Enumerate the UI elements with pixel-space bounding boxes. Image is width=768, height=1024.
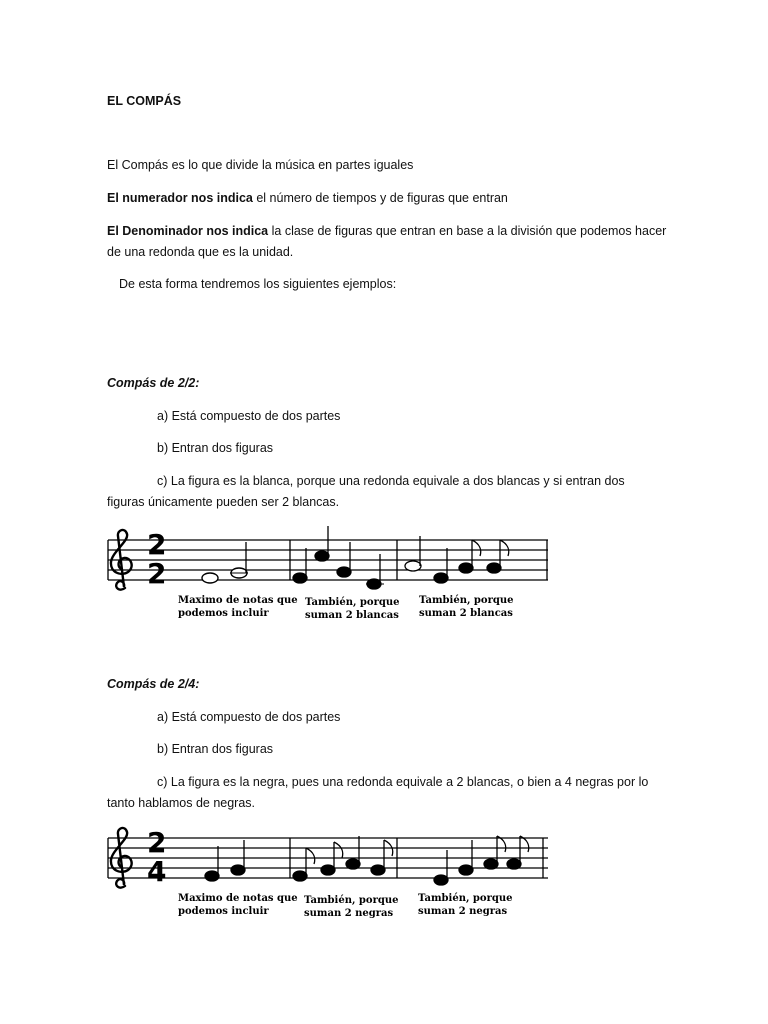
section1-item-c-line2: figuras únicamente pueden ser 2 blancas. bbox=[107, 495, 340, 509]
caption-line: suman 2 blancas bbox=[419, 608, 513, 619]
intro-p2-rest: el número de tiempos y de figuras que entran bbox=[252, 191, 508, 205]
staff-2-4-notation bbox=[100, 828, 550, 888]
intro-p3-rest: la clase de figuras que entran en base a la división que podemos hacer bbox=[268, 224, 667, 238]
caption-line: suman 2 negras bbox=[304, 908, 394, 919]
staff-2-4 bbox=[100, 828, 550, 923]
caption-line: suman 2 blancas bbox=[305, 610, 399, 621]
time-sig-bottom: 2 bbox=[147, 557, 167, 590]
caption-line: También, porque bbox=[418, 893, 513, 904]
intro-p3-bold: El Denominador nos indica bbox=[107, 224, 269, 238]
caption-line: podemos incluir bbox=[178, 608, 269, 619]
intro-paragraph-3-line2: de una redonda que es la unidad. bbox=[107, 245, 294, 259]
section2-item-c-line1: c) La figura es la negra, pues una redonda equivale a 2 blancas, o bien a 4 negras por lo bbox=[157, 775, 649, 789]
staff-2-2 bbox=[100, 530, 550, 625]
staff-2-2-notation bbox=[100, 530, 550, 590]
caption-line: También, porque bbox=[305, 597, 400, 608]
section2-item-a: a) Está compuesto de dos partes bbox=[157, 710, 341, 724]
staff2-caption-2 bbox=[304, 894, 399, 920]
caption-line: suman 2 negras bbox=[418, 906, 508, 917]
intro-paragraph-2 bbox=[107, 191, 508, 205]
staff1-caption-3 bbox=[419, 594, 514, 620]
section2-item-b: b) Entran dos figuras bbox=[157, 742, 274, 756]
intro-paragraph-3 bbox=[107, 224, 666, 238]
staff2-caption-3 bbox=[418, 892, 513, 918]
section2-heading: Compás de 2/4: bbox=[107, 677, 200, 691]
section1-heading: Compás de 2/2: bbox=[107, 376, 200, 390]
caption-line: podemos incluir bbox=[178, 906, 269, 917]
time-sig-top: 2 bbox=[147, 528, 167, 561]
quarter-notes-m1 bbox=[205, 840, 245, 881]
intro-p2-bold: El numerador nos indica bbox=[107, 191, 253, 205]
section1-item-c-line1: c) La figura es la blanca, porque una redonda equivale a dos blancas y si entran dos bbox=[157, 474, 625, 488]
intro-paragraph-4: De esta forma tendremos los siguientes ejemplos: bbox=[119, 277, 397, 291]
caption-line: También, porque bbox=[419, 595, 514, 606]
page-title: EL COMPÁS bbox=[107, 94, 182, 108]
caption-line: Maximo de notas que bbox=[178, 595, 298, 606]
intro-paragraph-1: El Compás es lo que divide la música en partes iguales bbox=[107, 158, 414, 172]
staff1-caption-2 bbox=[305, 596, 400, 622]
section1-item-b: b) Entran dos figuras bbox=[157, 441, 274, 455]
time-sig-top: 2 bbox=[147, 826, 167, 859]
time-sig-bottom: 4 bbox=[147, 855, 167, 888]
caption-line: Maximo de notas que bbox=[178, 893, 298, 904]
caption-line: También, porque bbox=[304, 895, 399, 906]
staff2-caption-1 bbox=[178, 892, 298, 918]
whole-note-icon bbox=[202, 573, 218, 583]
section1-item-a: a) Está compuesto de dos partes bbox=[157, 409, 341, 423]
staff1-caption-1 bbox=[178, 594, 298, 620]
section2-item-c-line2: tanto hablamos de negras. bbox=[107, 796, 256, 810]
